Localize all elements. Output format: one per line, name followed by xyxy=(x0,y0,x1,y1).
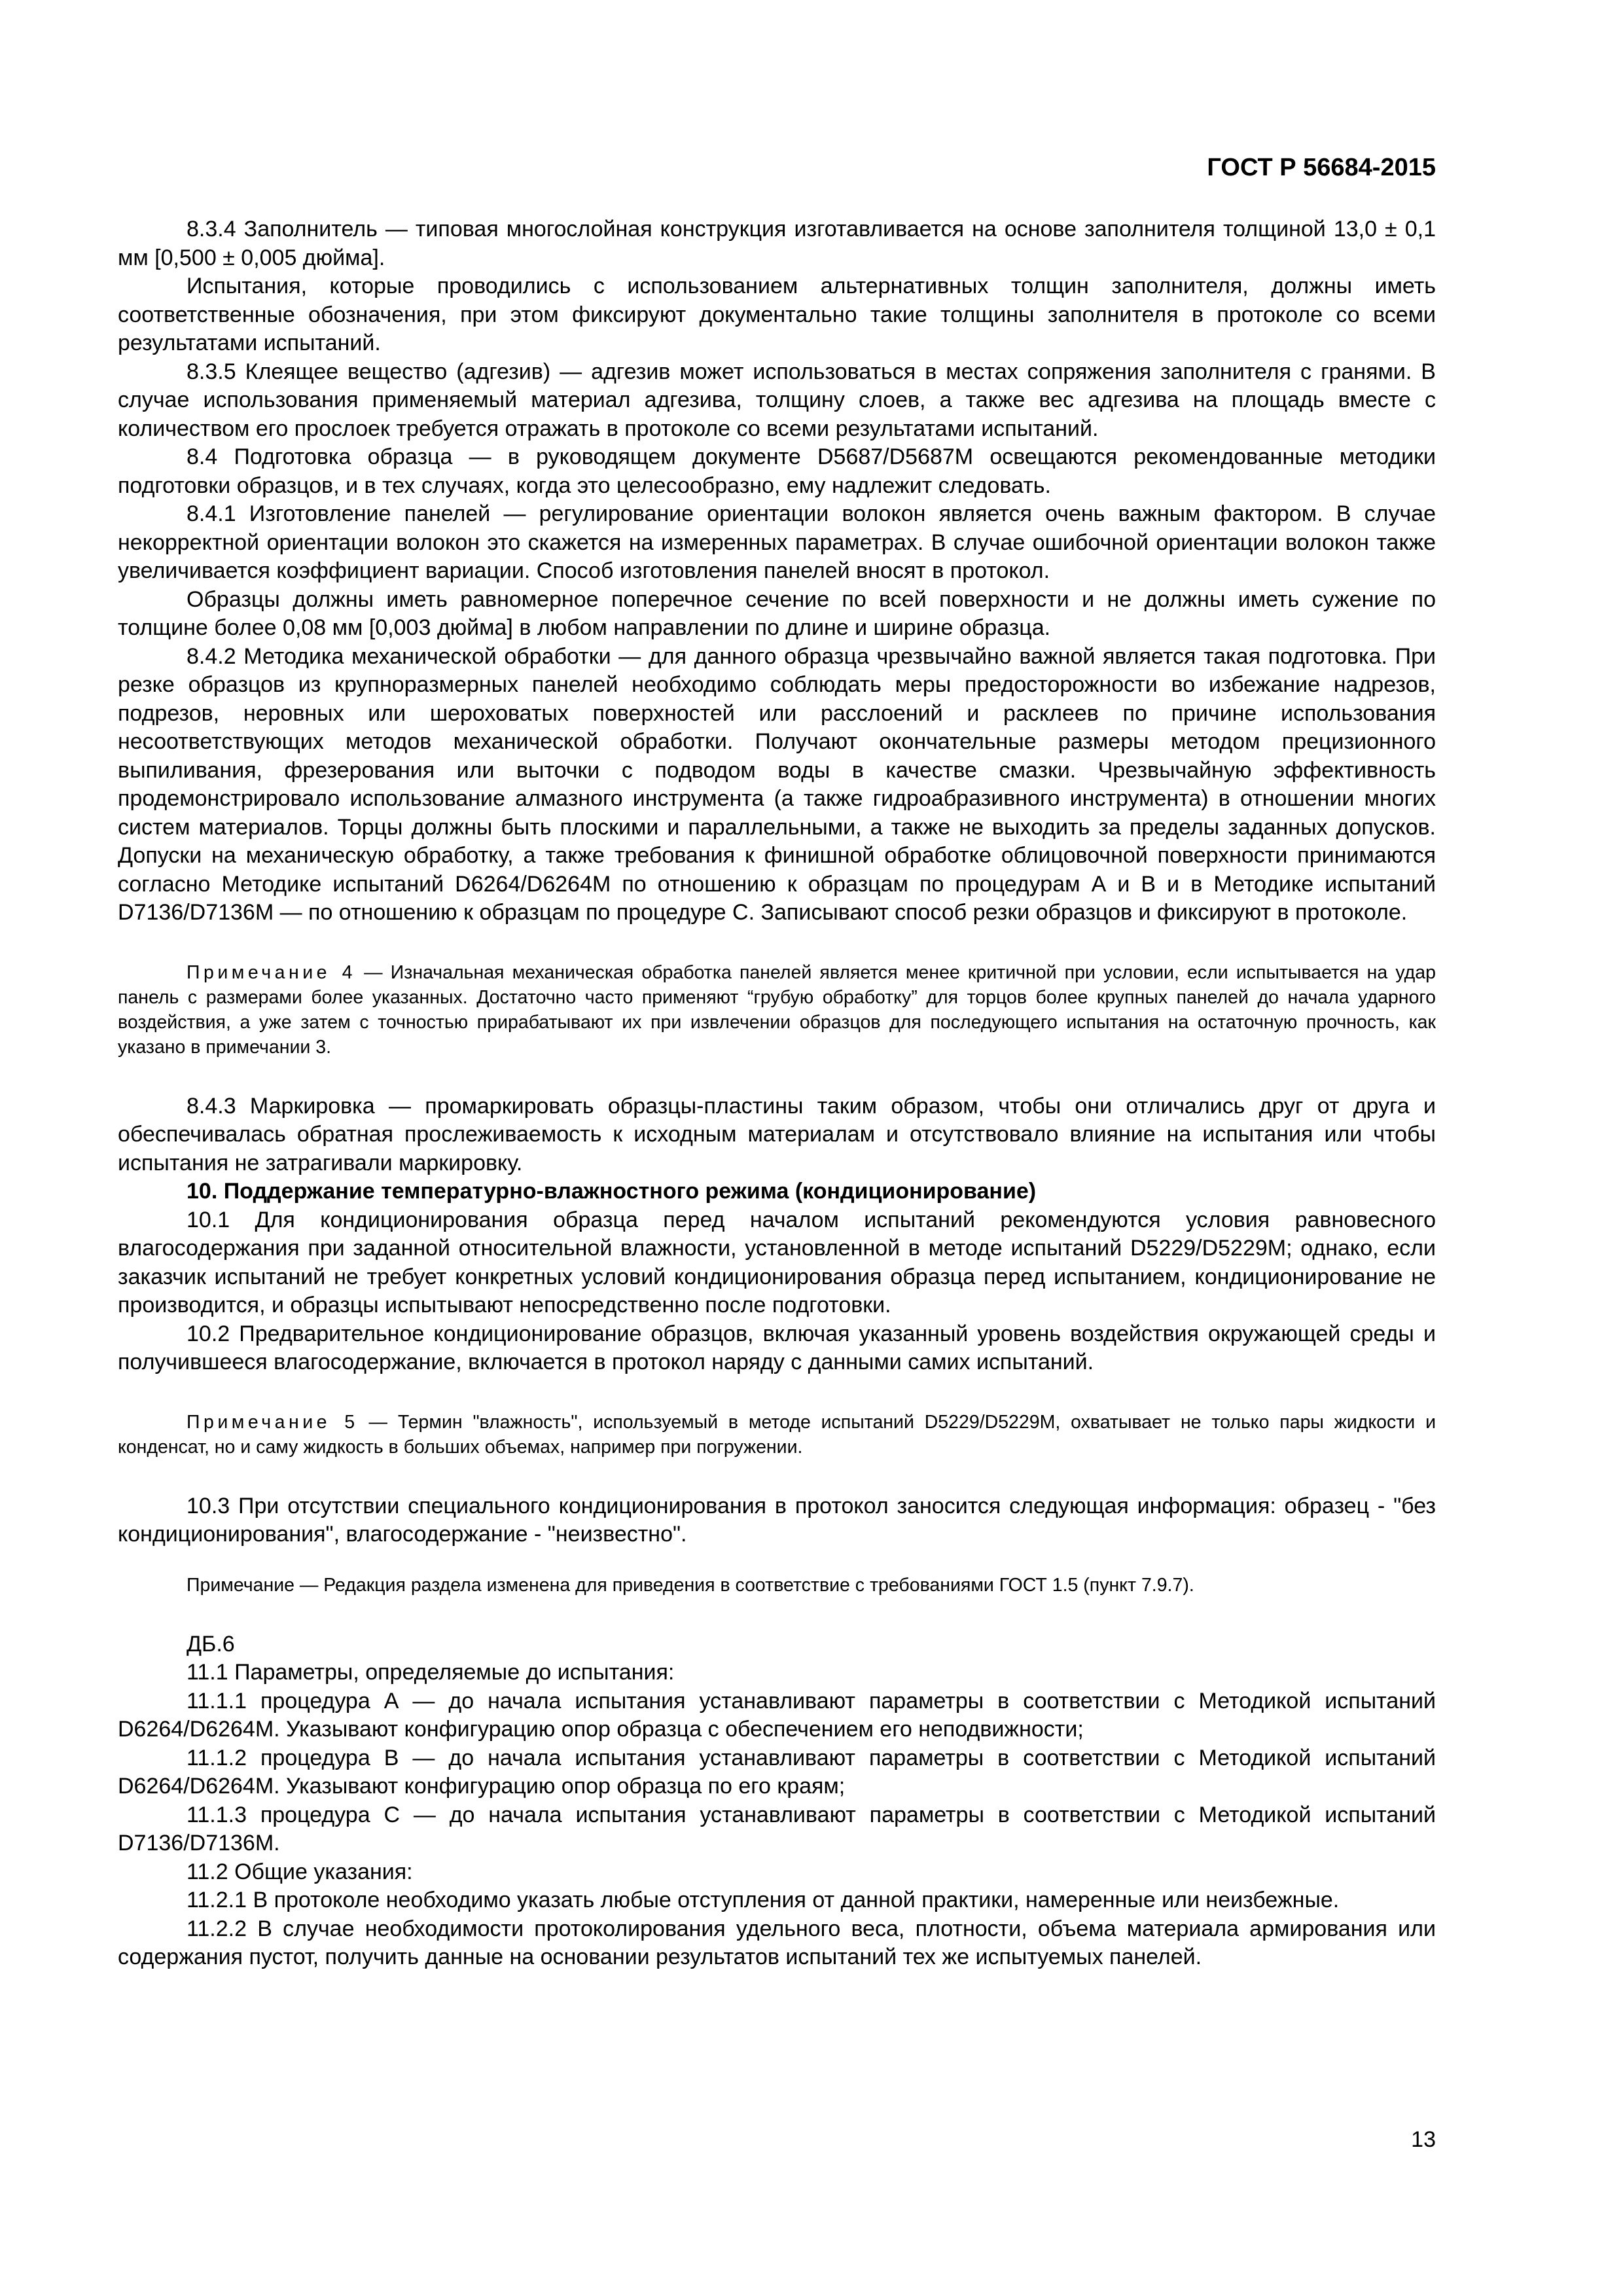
appendix-db6-label: ДБ.6 xyxy=(187,1631,235,1657)
paragraph-11-1-3: 11.1.3 процедура С — до начала испытания устанавливают параметры в соответствии с Методикой испытаний D7136/D7136M. xyxy=(118,1802,1436,1856)
page-number: 13 xyxy=(1411,2127,1436,2152)
note-5 xyxy=(118,1410,1436,1460)
spacer xyxy=(118,1460,1436,1492)
paragraph-11-2-1: 11.2.1 В протоколе необходимо указать любые отступления от данной практики, намеренные или неизбежные. xyxy=(187,1888,1340,1912)
paragraph-10-1: 10.1 Для кондиционирования образца перед началом испытаний рекомендуются условия равновесного влагосодержания при заданной относительной влажности, установленной в методе испытаний D5229/D5229M; однако, если заказчик испытаний не требует конкретных условий кондиционирования образца перед испытанием, кондиционирование не производится, и образцы испытывают непосредственно после подготовки. xyxy=(118,1207,1436,1318)
note-4-label: Примечание 4 xyxy=(187,961,356,983)
spacer xyxy=(118,1549,1436,1573)
paragraph-8-4: 8.4 Подготовка образца — в руководящем документе D5687/D5687M освещаются рекомендованные методики подготовки образцов, и в тех случаях, когда это целесообразно, ему надлежит следовать. xyxy=(118,444,1436,498)
note-general: Примечание — Редакция раздела изменена для приведения в соответствие с требованиями ГОСТ 1.5 (пункт 7.9.7). xyxy=(187,1574,1194,1596)
paragraph-8-4-3: 8.4.3 Маркировка — промаркировать образцы-пластины таким образом, чтобы они отличались друг от друга и обеспечивалась обратная прослеживаемость к исходным материалам и отсутствовало влияние на испытания или чтобы испытания не затрагивали маркировку. xyxy=(118,1093,1436,1175)
paragraph-11-1: 11.1 Параметры, определяемые до испытания: xyxy=(187,1660,675,1685)
spacer xyxy=(118,1377,1436,1410)
section-10-heading: 10. Поддержание температурно-влажностного режима (кондиционирование) xyxy=(187,1179,1037,1204)
paragraph-8-4-2: 8.4.2 Методика механической обработки — для данного образца чрезвычайно важной является такая подготовка. При резке образцов из крупноразмерных панелей необходимо соблюдать меры предосторожности во избежание надрезов, подрезов, неровных или шероховатых поверхностей или расслоений и расклеев по причине использования несоответствующих методов механической обработки. Получают окончательные размеры методом прецизионного выпиливания, фрезерования или выточки с подводом воды в качестве смазки. Чрезвычайную эффективность продемонстрировало использование алмазного инструмента (а также гидроабразивного инструмента) в отношении многих систем материалов. Торцы должны быть плоскими и параллельными, а также не выходить за пределы заданных допусков. Допуски на механическую обработку, а также требования к финишной обработке облицовочной поверхности принимаются согласно Методике испытаний D6264/D6264M по отношению к образцам по процедурам А и В и в Методике испытаний D7136/D7136M — по отношению к образцам по процедуре С. Записывают способ резки образцов и фиксируют в протоколе. xyxy=(118,643,1436,925)
note-5-label: Примечание 5 xyxy=(187,1411,359,1433)
paragraph-8-3-5: 8.3.5 Клеящее вещество (адгезив) — адгезив может использоваться в местах сопряжения заполнителя с гранями. В случае использования применяемый материал адгезива, толщину слоев, а также вес адгезива на площадь вместе с количеством его прослоек требуется отражать в протоколе со всеми результатами испытаний. xyxy=(118,359,1436,441)
spacer xyxy=(118,1598,1436,1630)
paragraph-10-2: 10.2 Предварительное кондиционирование образцов, включая указанный уровень воздействия окружающей среды и получившееся влагосодержание, включается в протокол наряду с данными самих испытаний. xyxy=(118,1321,1436,1374)
document-body xyxy=(118,215,1436,1972)
paragraph-8-4-1: 8.4.1 Изготовление панелей — регулирование ориентации волокон является очень важным фактором. В случае некорректной ориентации волокон это скажется на измеренных параметрах. В случае ошибочной ориентации волокон также увеличивается коэффициент вариации. Способ изготовления панелей вносят в протокол. xyxy=(118,501,1436,583)
paragraph-8-3-4: 8.3.4 Заполнитель — типовая многослойная конструкция изготавливается на основе заполнителя толщиной 13,0 ± 0,1 мм [0,500 ± 0,005 дюйма]. xyxy=(118,217,1436,270)
spacer xyxy=(118,927,1436,960)
note-4 xyxy=(118,960,1436,1060)
paragraph-cross-section: Образцы должны иметь равномерное поперечное сечение по всей поверхности и не должны иметь сужение по толщине более 0,08 мм [0,003 дюйма] в любом направлении по длине и ширине образца. xyxy=(118,586,1436,640)
document-header: ГОСТ Р 56684-2015 xyxy=(1207,154,1436,181)
note-5-text: — Термин "влажность", используемый в методе испытаний D5229/D5229M, охватывает не только пары жидкости и конденсат, но и саму жидкость в больших объемах, например при погружении. xyxy=(118,1411,1436,1458)
paragraph-11-2-2: 11.2.2 В случае необходимости протоколирования удельного веса, плотности, объема материала армирования или содержания пустот, получить данные на основании результатов испытаний тех же испытуемых панелей. xyxy=(118,1916,1436,1969)
paragraph-11-1-2: 11.1.2 процедура В — до начала испытания устанавливают параметры в соответствии с Методикой испытаний D6264/D6264M. Указывают конфигурацию опор образца по его краям; xyxy=(118,1745,1436,1799)
paragraph-10-3: 10.3 При отсутствии специального кондиционирования в протокол заносится следующая информация: образец - "без кондиционирования", влагосодержание - "неизвестно". xyxy=(118,1493,1436,1547)
paragraph-11-2: 11.2 Общие указания: xyxy=(187,1859,413,1884)
spacer xyxy=(118,1060,1436,1092)
note-4-text: — Изначальная механическая обработка панелей является менее критичной при условии, если испытывается на удар панель с размерами более указанных. Достаточно часто применяют “грубую обработку” для торцов более крупных панелей до начала ударного воздействия, а уже затем с точностью прирабатывают их при извлечении образцов для последующего испытания на остаточную прочность, как указано в примечании 3. xyxy=(118,961,1436,1058)
paragraph-filler-alternatives: Испытания, которые проводились с использованием альтернативных толщин заполнителя, должны иметь соответственные обозначения, при этом фиксируют документально такие толщины заполнителя в протоколе со всеми результатами испытаний. xyxy=(118,274,1436,355)
paragraph-11-1-1: 11.1.1 процедура А — до начала испытания устанавливают параметры в соответствии с Методикой испытаний D6264/D6264M. Указывают конфигурацию опор образца с обеспечением его неподвижности; xyxy=(118,1688,1436,1742)
